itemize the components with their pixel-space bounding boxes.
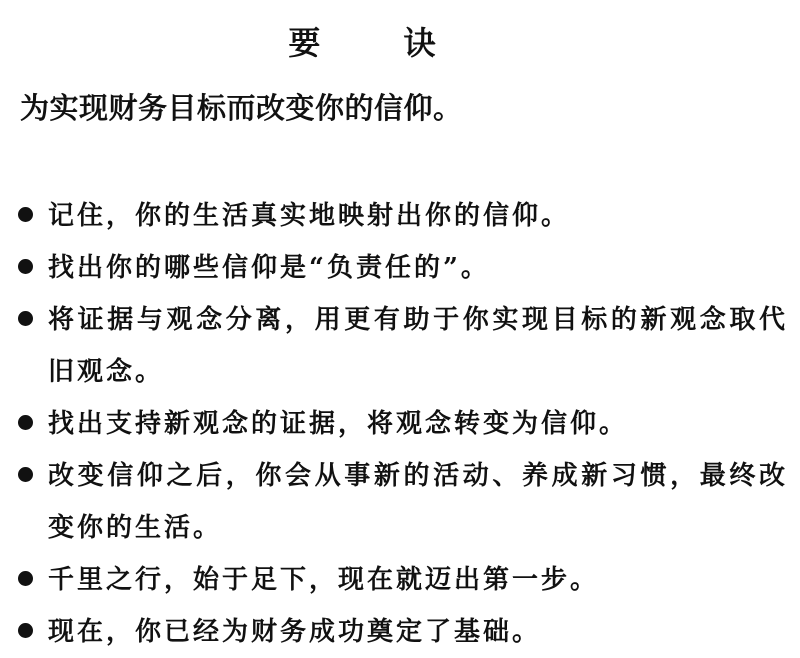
bullet-icon xyxy=(18,259,33,274)
bullet-icon xyxy=(18,415,33,430)
list-item-text: 改变信仰之后，你会从事新的活动、养成新习惯，最终改变你的生活。 xyxy=(48,461,788,543)
bullet-icon xyxy=(18,207,33,222)
list-item-text: 千里之行，始于足下，现在就迈出第一步。 xyxy=(48,565,600,595)
list-item-text: 记住，你的生活真实地映射出你的信仰。 xyxy=(48,201,571,231)
list-item xyxy=(18,606,788,658)
page-title: 要 诀 xyxy=(288,24,472,62)
list-item-text: 将证据与观念分离，用更有助于你实现目标的新观念取代旧观念。 xyxy=(48,305,788,387)
list-item xyxy=(18,242,788,294)
page-subtitle: 为实现财务目标而改变你的信仰。 xyxy=(20,91,463,125)
list-item xyxy=(18,398,788,450)
list-item xyxy=(18,450,788,554)
bullet-icon xyxy=(18,571,33,586)
list-item-text: 找出你的哪些信仰是“负责任的”。 xyxy=(48,253,490,283)
list-item xyxy=(18,190,788,242)
list-item-text: 现在，你已经为财务成功奠定了基础。 xyxy=(48,617,542,647)
list-item xyxy=(18,294,788,398)
list-item xyxy=(18,554,788,606)
list-item-text: 找出支持新观念的证据，将观念转变为信仰。 xyxy=(48,409,629,439)
bullet-icon xyxy=(18,467,33,482)
bullet-icon xyxy=(18,311,33,326)
key-points-list xyxy=(18,190,788,658)
bullet-icon xyxy=(18,623,33,638)
